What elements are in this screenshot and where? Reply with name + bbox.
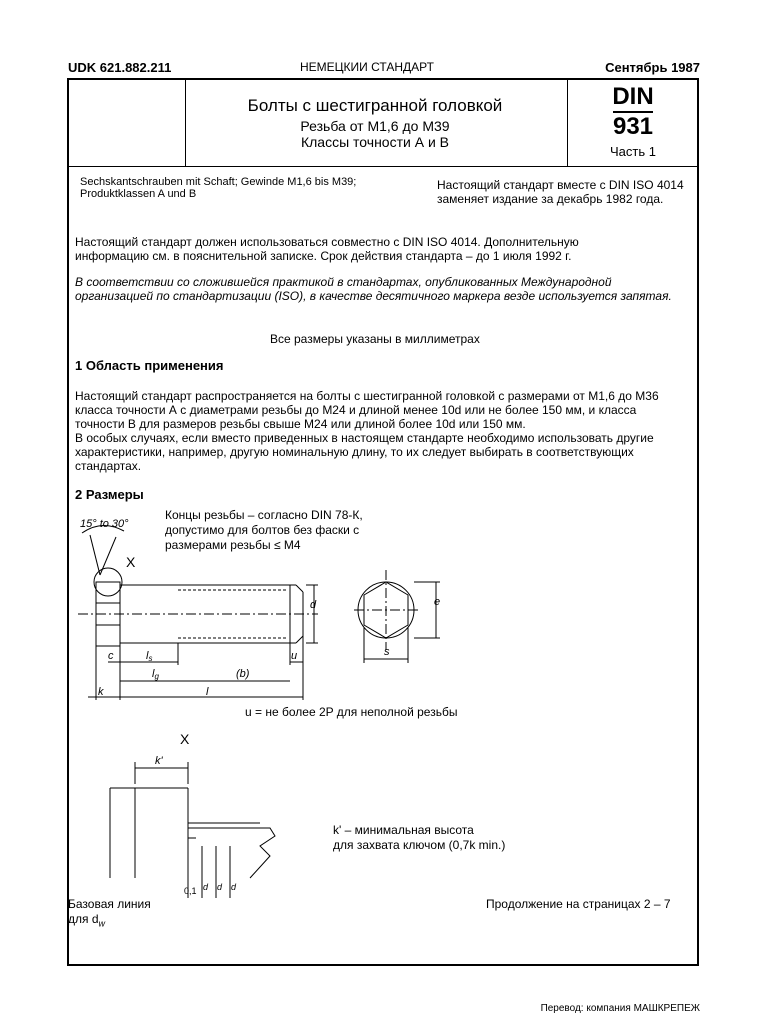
c-label: c: [108, 650, 114, 662]
thread-end-note: Концы резьбы – согласно DIN 78-К, допустимо для болтов без фаски с размерами резьбы ≤ М4: [165, 508, 363, 552]
title-main: Болты с шестигранной головкой: [247, 96, 503, 115]
u-definition: u = не более 2P для неполной резьбы: [245, 705, 458, 719]
publication-date: Сентябрь 1987: [605, 60, 700, 75]
angle-label: 15° to 30°: [80, 518, 129, 530]
din-number: 931: [612, 113, 654, 140]
da-label: d: [217, 882, 223, 892]
din-label: DIN: [612, 83, 654, 110]
b-label: (b): [236, 668, 250, 680]
continued-note: Продолжение на страницах 2 – 7: [486, 897, 671, 911]
detail-x-drawing: [100, 728, 330, 898]
udk-code: UDK 621.882.211: [68, 60, 172, 75]
dw-label: d: [231, 882, 237, 892]
dimensions-unit-note: Все размеры указаны в миллиметрах: [270, 332, 480, 346]
base-line-line-1: Базовая линия: [68, 897, 151, 911]
l-label: l: [206, 686, 209, 698]
din-badge: [570, 84, 696, 159]
base-line-line-2: для $d_w$: [68, 912, 106, 929]
document-title: [185, 96, 565, 150]
kprime-definition-line-2: для захвата ключом (0,7k min.): [333, 838, 506, 852]
section-2-heading: 2 Размеры: [75, 487, 144, 502]
decimal-marker-note: В соответствии со сложившейся практикой в стандартах, опубликованных Международной организацией по стандартизации (ISO), в качестве десятичного маркера везде используется запятая.: [75, 275, 672, 303]
german-title: Sechskantschrauben mit Schaft; Gewinde M1,6 bis M39; Produktklassen A und B: [80, 176, 357, 200]
title-divider-bottom: [68, 166, 698, 167]
e-label: e: [434, 596, 441, 608]
k-label: k: [98, 686, 104, 698]
detail-x-label: X: [180, 731, 190, 747]
u-label: u: [291, 650, 298, 662]
x-mark-label: X: [126, 554, 136, 570]
title-product-class: Классы точности А и В: [300, 134, 449, 150]
s-label: s: [384, 646, 390, 658]
din-part: Часть 1: [610, 144, 656, 159]
section-1-heading: 1 Область применения: [75, 358, 224, 373]
d-label: d: [310, 599, 317, 611]
kprime-label: k': [155, 755, 163, 767]
title-divider-right: [567, 79, 568, 166]
intro-paragraph: Настоящий стандарт должен использоваться совместно с DIN ISO 4014. Дополнительную информацию см. в пояснительной записке. Срок действия стандарта – до 1 июля 1992 г.: [75, 235, 579, 263]
zero-one-label: 0,1: [184, 886, 197, 896]
ls-label: ls: [146, 650, 153, 663]
lg-label: lg: [152, 668, 159, 681]
section-1-para-1: Настоящий стандарт распространяется на болты с шестигранной головкой с размерами от М1,6 до М36 класса точности А с диаметрами резьбы до М24 и длиной менее 10d или не более 150 мм, и класса точности В для размеров резьбы свыше М24 или длиной более 10d или 150 мм.: [75, 389, 659, 431]
replaces-note: Настоящий стандарт вместе с DIN ISO 4014 заменяет издание за декабрь 1982 года.: [437, 178, 684, 206]
kprime-definition-line-1: k' – минимальная высота: [333, 823, 474, 837]
standard-type: НЕМЕЦКИИ СТАНДАРТ: [300, 60, 434, 74]
base-line-label: [68, 897, 151, 931]
kprime-definition: [333, 823, 505, 853]
ds-label: d: [203, 882, 209, 892]
bolt-drawing: [68, 515, 488, 720]
title-thread-range: Резьба от М1,6 до М39: [300, 118, 450, 134]
section-1-para-2: В особых случаях, если вместо приведенных в настоящем стандарте необходимо использовать другие характеристики, например, другую номинальную длину, то их следует выбирать в соответствующих стандартах.: [75, 431, 654, 473]
translation-credit: Перевод: компания МАШКРЕПЕЖ: [540, 1003, 700, 1014]
